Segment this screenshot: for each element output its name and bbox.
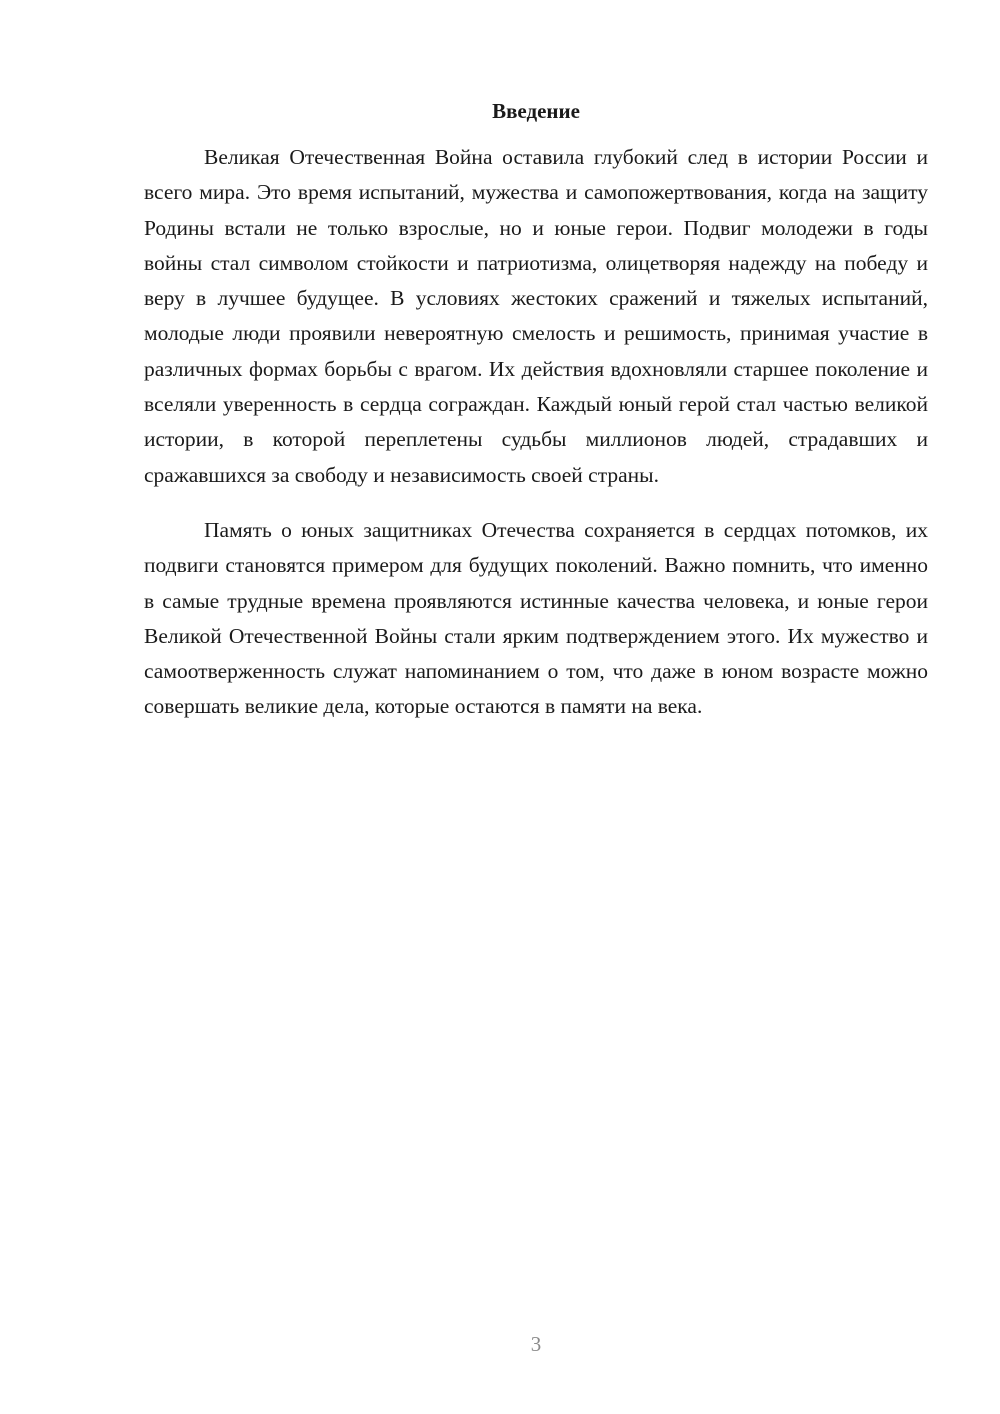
paragraph-2: Память о юных защитниках Отечества сохраняется в сердцах потомков, их подвиги становятся примером для будущих поколений. Важно помнить, что именно в самые трудные времена проявляются истинные качества человека, и юные герои Великой Отечественной Войны стали ярким подтверждением этого. Их мужество и самоотверженность служат напоминанием о том, что даже в юном возрасте можно совершать великие дела, которые остаются в памяти на века. bbox=[144, 517, 928, 719]
page-number: 3 bbox=[530, 1332, 542, 1356]
page-content bbox=[144, 96, 928, 725]
paragraph-1: Великая Отечественная Война оставила глубокий след в истории России и всего мира. Это время испытаний, мужества и самопожертвования, когда на защиту Родины встали не только взрослые, но и юные герои. Подвиг молодежи в годы войны стал символом стойкости и патриотизма, олицетворяя надежду на победу и веру в лучшее будущее. В условиях жестоких сражений и тяжелых испытаний, молодые люди проявили невероятную смелость и решимость, принимая участие в различных формах борьбы с врагом. Их действия вдохновляли старшее поколение и вселяли уверенность в сердца сограждан. Каждый юный герой стал частью великой истории, в которой переплетены судьбы миллионов людей, страдавших и сражавшихся за свободу и независимость своей страны. bbox=[144, 145, 928, 487]
section-title: Введение bbox=[492, 99, 580, 123]
